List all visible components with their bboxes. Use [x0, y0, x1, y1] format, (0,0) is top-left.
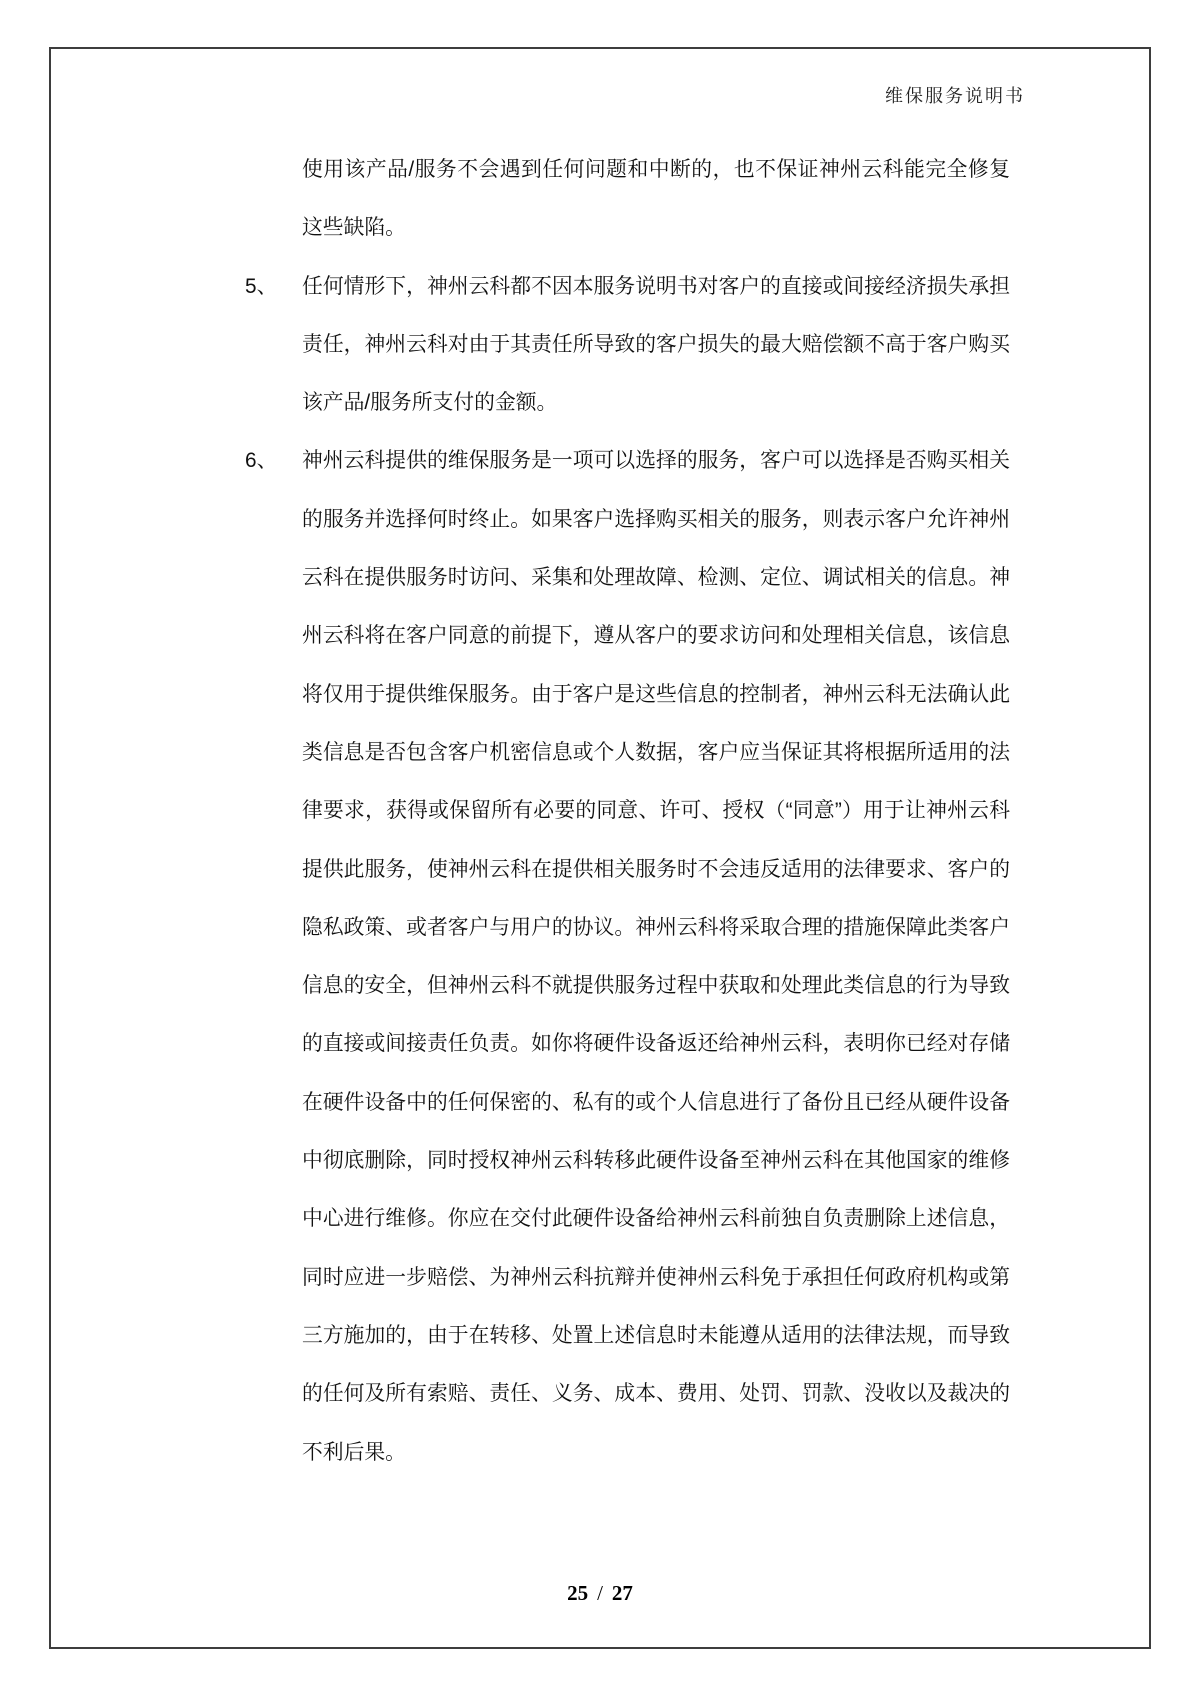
document-body — [245, 141, 1010, 1482]
list-item-4-continuation — [302, 141, 1010, 258]
paragraph-text: 使用该产品/服务不会遇到任何问题和中断的，也不保证神州云科能完全修复这些缺陷。 — [302, 158, 1010, 240]
header-title: 维保服务说明书 — [885, 86, 1025, 106]
list-number-5: 5、 — [245, 274, 278, 298]
paragraph-text: 神州云科提供的维保服务是一项可以选择的服务，客户可以选择是否购买相关的服务并选择何时终止。如果客户选择购买相关的服务，则表示客户允许神州云科在提供服务时访问、采集和处理故障、检测、定位、调试相关的信息。神州云科将在客户同意的前提下，遵从客户的要求访问和处理相关信息，该信息将仅用于提供维保服务。由于客户是这些信息的控制者，神州云科无法确认此类信息是否包含客户机密信息或个人数据，客户应当保证其将根据所适用的法律要求，获得或保留所有必要的同意、许可、授权（“同意”）用于让神州云科提供此服务，使神州云科在提供相关服务时不会违反适用的法律要求、客户的隐私政策、或者客户与用户的协议。神州云科将采取合理的措施保障此类客户信息的安全，但神州云科不就提供服务过程中获取和处理此类信息的行为导致的直接或间接责任负责。如你将硬件设备返还给神州云科，表明你已经对存储在硬件设备中的任何保密的、私有的或个人信息进行了备份且已经从硬件设备中彻底删除，同时授权神州云科转移此硬件设备至神州云科在其他国家的维修中心进行维修。你应在交付此硬件设备给神州云科前独自负责删除上述信息，同时应进一步赔偿、为神州云科抗辩并使神州云科免于承担任何政府机构或第三方施加的，由于在转移、处置上述信息时未能遵从适用的法律法规，而导致的任何及所有索赔、责任、义务、成本、费用、处罚、罚款、没收以及裁决的不利后果。 — [302, 449, 1010, 1464]
page-footer — [0, 1581, 1200, 1606]
page-header — [0, 82, 1025, 108]
list-item-6 — [245, 432, 1010, 1481]
paragraph-text: 任何情形下，神州云科都不因本服务说明书对客户的直接或间接经济损失承担责任，神州云科对由于其责任所导致的客户损失的最大赔偿额不高于客户购买该产品/服务所支付的金额。 — [302, 274, 1010, 415]
list-number-6: 6、 — [245, 449, 278, 473]
page-number-separator: / — [597, 1581, 603, 1605]
total-pages-number: 27 — [611, 1581, 633, 1605]
list-item-5 — [245, 258, 1010, 433]
current-page-number: 25 — [567, 1581, 589, 1605]
